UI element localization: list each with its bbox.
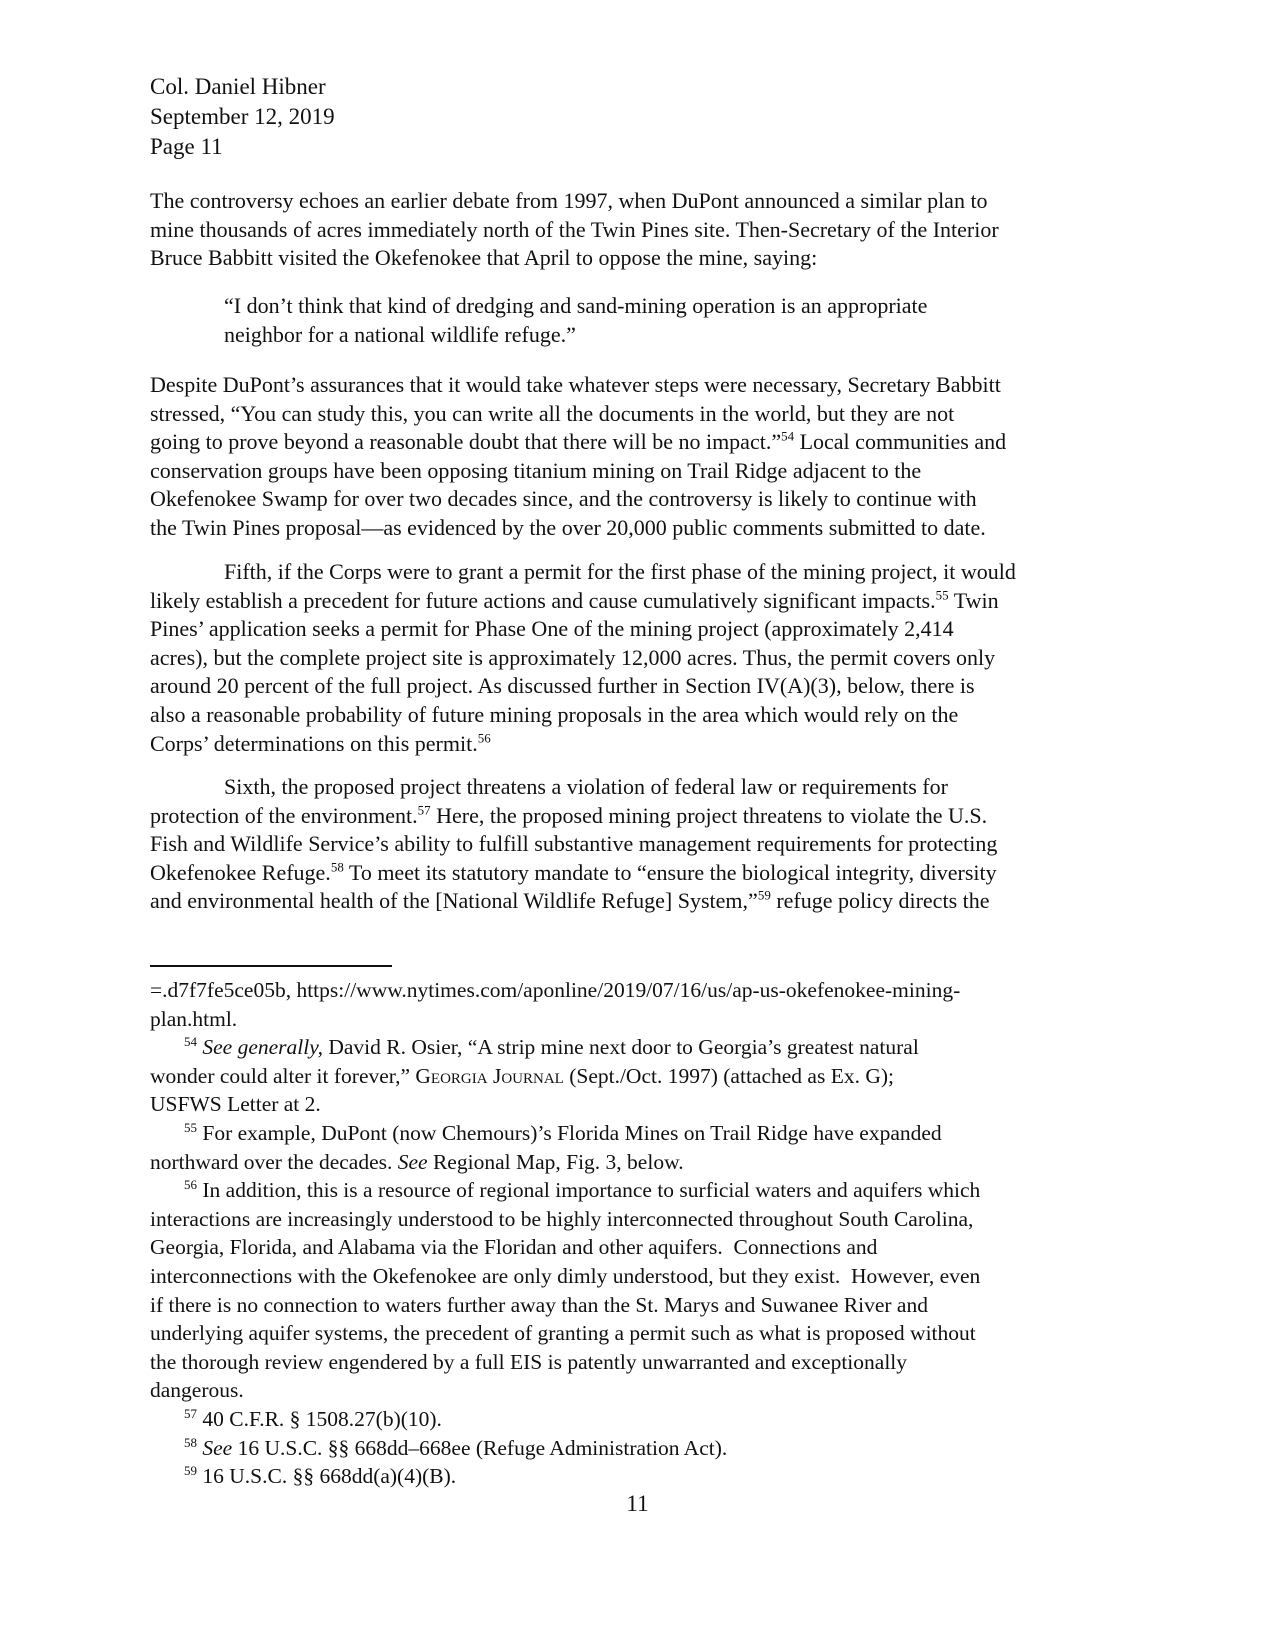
- line-text: Twin: [948, 587, 999, 613]
- footnote-separator: [150, 965, 392, 967]
- block-quote: [224, 292, 1084, 349]
- line-text: Local communities and: [794, 429, 1007, 455]
- footnote-continuation-line: plan.html.: [150, 1006, 238, 1031]
- footnote-56: [150, 1176, 1128, 1205]
- footnote-text: (Sept./Oct. 1997) (attached as Ex. G);: [563, 1063, 894, 1088]
- quote-line: neighbor for a national wildlife refuge.”: [224, 321, 576, 347]
- journal-title: Georgia Journal: [415, 1063, 564, 1088]
- letter-date: September 12, 2019: [150, 104, 335, 129]
- footnote-ref-59[interactable]: 59: [757, 888, 771, 904]
- footnote-number: 58: [184, 1434, 197, 1450]
- letter-header: [150, 72, 335, 162]
- signal-see-generally: See generally,: [202, 1035, 323, 1060]
- footnote-ref-58[interactable]: 58: [330, 859, 344, 875]
- footnote-number: 55: [184, 1119, 197, 1135]
- footnote-text: 40 C.F.R. § 1508.27(b)(10).: [197, 1406, 442, 1431]
- paragraph-line: also a reasonable probability of future mining proposals in the area which would rely on the: [150, 701, 959, 727]
- footnote-text: David R. Osier, “A strip mine next door to Georgia’s greatest natural: [322, 1035, 919, 1060]
- paragraph-line: Sixth, the proposed project threatens a violation of federal law or requirements for: [224, 774, 948, 799]
- paragraph-line: [150, 587, 1128, 616]
- footnote-number: 59: [184, 1462, 197, 1478]
- footnote-ref-55[interactable]: 55: [935, 587, 949, 603]
- paragraph-line: mine thousands of acres immediately north of the Twin Pines site. Then-Secretary of the Interior: [150, 216, 999, 242]
- paragraph-line: Despite DuPont’s assurances that it would take whatever steps were necessary, Secretary Babbitt: [150, 372, 1001, 397]
- footnote-text: Regional Map, Fig. 3, below.: [427, 1149, 684, 1174]
- footnote-text: For example, DuPont (now Chemours)’s Florida Mines on Trail Ridge have expanded: [197, 1120, 942, 1145]
- recipient-name: Col. Daniel Hibner: [150, 74, 326, 99]
- paragraph-line: [150, 802, 1128, 831]
- footnote-55: [150, 1119, 1128, 1148]
- footnotes: [150, 976, 1128, 1491]
- line-text: To meet its statutory mandate to “ensure the biological integrity, diversity: [343, 859, 997, 885]
- page-number: 11: [626, 1491, 649, 1516]
- paragraph-line: Okefenokee Swamp for over two decades since, and the controversy is likely to continue with: [150, 486, 977, 512]
- footnote-56-line: interconnections with the Okefenokee are only dimly understood, but they exist. However, even: [150, 1263, 981, 1288]
- paragraph-line: [150, 887, 1128, 916]
- signal-see: See: [397, 1149, 428, 1174]
- line-text: and environmental health of the [National Wildlife Refuge] System,”: [150, 888, 758, 914]
- paragraph-line: Pines’ application seeks a permit for Phase One of the mining project (approximately 2,414: [150, 616, 954, 642]
- paragraph-line: around 20 percent of the full project. As discussed further in Section IV(A)(3), below, there is: [150, 673, 975, 699]
- signal-see: See: [202, 1435, 233, 1460]
- paragraph-line: Fifth, if the Corps were to grant a permit for the first phase of the mining project, it would: [224, 559, 1016, 584]
- footnote-54: [150, 1033, 1128, 1062]
- header-page-label: Page 11: [150, 134, 223, 159]
- footnote-56-line: interactions are increasingly understood to be highly interconnected throughout South Carolina,: [150, 1206, 974, 1231]
- footnote-56-line: dangerous.: [150, 1378, 244, 1403]
- footnote-continuation-line: =.d7f7fe5ce05b, https://www.nytimes.com/aponline/2019/07/16/us/ap-us-okefenokee-mining-: [150, 978, 961, 1002]
- footnote-58: [150, 1434, 1128, 1463]
- footnote-54-line: [150, 1062, 1128, 1091]
- footnote-59: [150, 1462, 1128, 1491]
- footnote-56-line: the thorough review engendered by a full EIS is patently unwarranted and exceptionally: [150, 1349, 908, 1374]
- paragraph-4: [150, 773, 1128, 916]
- footnote-55-line: [150, 1148, 1128, 1177]
- footnote-number: 54: [184, 1034, 197, 1050]
- footnote-text: 16 U.S.C. §§ 668dd–668ee (Refuge Administration Act).: [232, 1435, 728, 1460]
- line-text: Okefenokee Refuge.: [150, 859, 331, 885]
- line-text: going to prove beyond a reasonable doubt that there will be no impact.”: [150, 429, 782, 455]
- paragraph-line: Fish and Wildlife Service’s ability to fulfill substantive management requirements for protecting: [150, 831, 998, 857]
- footnote-text: wonder could alter it forever,”: [150, 1063, 416, 1088]
- footnote-text: In addition, this is a resource of regional importance to surficial waters and aquifers which: [197, 1178, 981, 1203]
- paragraph-1: [150, 187, 1128, 273]
- line-text: refuge policy directs the: [770, 888, 990, 914]
- footnote-ref-56[interactable]: 56: [477, 730, 491, 746]
- footnote-57: [150, 1405, 1128, 1434]
- paragraph-2: [150, 371, 1128, 543]
- line-text: protection of the environment.: [150, 802, 418, 828]
- paragraph-line: stressed, “You can study this, you can write all the documents in the world, but they are not: [150, 400, 955, 426]
- footnote-number: 56: [184, 1177, 197, 1192]
- paragraph-line: [150, 730, 1128, 759]
- line-text: Here, the proposed mining project threatens to violate the U.S.: [430, 802, 988, 828]
- paragraph-line: the Twin Pines proposal—as evidenced by the over 20,000 public comments submitted to date.: [150, 514, 986, 540]
- line-text: Corps’ determinations on this permit.: [150, 730, 478, 756]
- line-text: likely establish a precedent for future actions and cause cumulatively significant impacts.: [150, 587, 936, 613]
- quote-line: “I don’t think that kind of dredging and sand-mining operation is an appropriate: [224, 293, 928, 318]
- footnote-56-line: if there is no connection to waters further away than the St. Marys and Suwanee River and: [150, 1292, 928, 1317]
- paragraph-line: conservation groups have been opposing titanium mining on Trail Ridge adjacent to the: [150, 457, 922, 483]
- paragraph-line: [150, 428, 1128, 457]
- footnote-56-line: Georgia, Florida, and Alabama via the Floridan and other aquifers. Connections and: [150, 1235, 878, 1260]
- paragraph-line: The controversy echoes an earlier debate from 1997, when DuPont announced a similar plan to: [150, 188, 988, 213]
- footnote-54-line: USFWS Letter at 2.: [150, 1092, 321, 1117]
- paragraph-line: acres), but the complete project site is approximately 12,000 acres. Thus, the permit covers only: [150, 644, 996, 670]
- footnote-text: northward over the decades.: [150, 1149, 398, 1174]
- paragraph-line: [150, 859, 1128, 888]
- footnote-text: 16 U.S.C. §§ 668dd(a)(4)(B).: [197, 1464, 457, 1489]
- paragraph-line: Bruce Babbitt visited the Okefenokee that April to oppose the mine, saying:: [150, 245, 818, 271]
- footnote-ref-57[interactable]: 57: [417, 802, 431, 818]
- paragraph-3: [150, 558, 1128, 758]
- footnote-56-line: underlying aquifer systems, the precedent of granting a permit such as what is proposed without: [150, 1321, 976, 1346]
- footnote-number: 57: [184, 1405, 197, 1421]
- footnote-ref-54[interactable]: 54: [781, 428, 795, 444]
